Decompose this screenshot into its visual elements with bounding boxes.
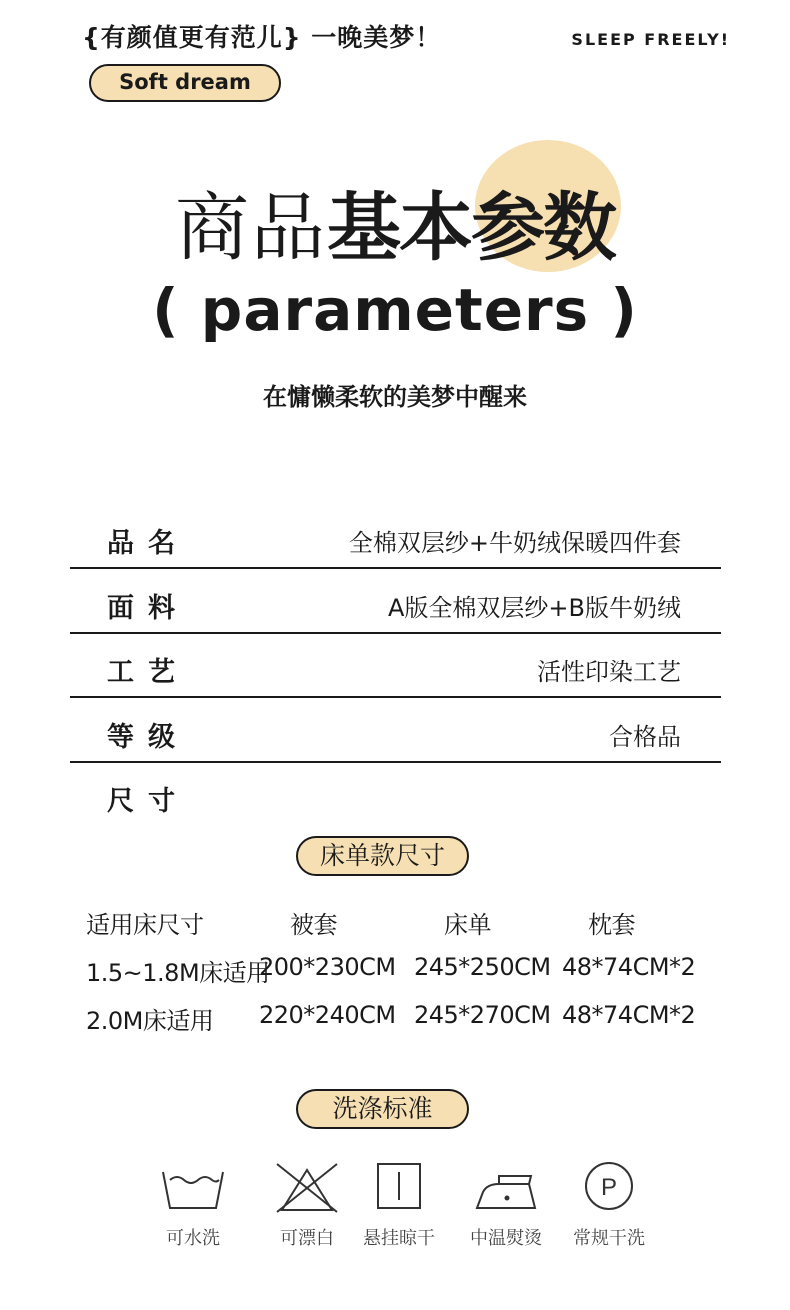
size-cell: 2.0M床适用 (86, 1007, 214, 1035)
param-row-craft (70, 634, 721, 698)
top-slogan: SLEEP FREELY! (571, 30, 730, 49)
param-row-size (70, 763, 721, 827)
care-item-hang-dry (339, 1158, 459, 1250)
care-item-iron (446, 1158, 566, 1250)
param-label: 等级 (107, 722, 189, 753)
size-cell: 48*74CM*2 (562, 1001, 696, 1029)
page-title-english: ( parameters ) (152, 276, 638, 344)
param-value: 全棉双层纱+牛奶绒保暖四件套 (348, 529, 681, 557)
param-label: 尺寸 (107, 786, 189, 817)
svg-text:P: P (600, 1174, 618, 1201)
size-table-row (86, 953, 706, 1001)
param-row-name (70, 505, 721, 569)
page-title (0, 178, 790, 278)
param-label: 工艺 (107, 657, 189, 688)
care-label: 可漂白 (280, 1228, 334, 1249)
care-label: 常规干洗 (573, 1228, 645, 1249)
size-header-cell: 适用床尺寸 (86, 911, 204, 939)
soft-dream-badge: Soft dream (89, 64, 281, 102)
iron-medium-icon (471, 1158, 541, 1218)
care-section-title: 洗涤标准 (296, 1089, 469, 1129)
size-cell: 1.5~1.8M床适用 (86, 959, 270, 987)
size-table (86, 905, 706, 1049)
page-title-light: 商品 (175, 185, 327, 271)
size-cell: 245*250CM (414, 953, 551, 981)
care-label: 悬挂晾干 (363, 1228, 435, 1249)
size-table-header (86, 905, 706, 953)
dry-clean-p-icon (574, 1158, 644, 1218)
size-cell: 245*270CM (414, 1001, 551, 1029)
care-item-dry-clean (549, 1158, 669, 1250)
page-title-bold: 基本参数 (327, 185, 615, 271)
size-cell: 220*240CM (259, 1001, 396, 1029)
param-row-grade (70, 699, 721, 763)
size-cell: 48*74CM*2 (562, 953, 696, 981)
hang-dry-icon (364, 1158, 434, 1218)
param-row-fabric (70, 570, 721, 634)
param-value: 合格品 (609, 723, 681, 751)
care-item-wash (133, 1158, 253, 1250)
param-label: 品名 (107, 528, 189, 559)
care-label: 中温熨烫 (470, 1228, 542, 1249)
param-value: A版全棉双层纱+B版牛奶绒 (388, 594, 681, 622)
top-tagline: {有颜值更有范儿} 一晚美梦！ (82, 23, 442, 52)
param-label: 面料 (107, 593, 189, 624)
param-value: 活性印染工艺 (537, 658, 681, 686)
size-header-cell: 枕套 (588, 911, 635, 939)
wash-tub-icon (158, 1158, 228, 1218)
page-subtitle: 在慵懒柔软的美梦中醒来 (263, 383, 527, 411)
size-section-title: 床单款尺寸 (296, 836, 469, 876)
size-header-cell: 床单 (444, 911, 491, 939)
bleach-crossed-icon (272, 1158, 342, 1218)
size-table-row (86, 1001, 706, 1049)
care-label: 可水洗 (166, 1228, 220, 1249)
size-header-cell: 被套 (290, 911, 337, 939)
size-cell: 200*230CM (259, 953, 396, 981)
